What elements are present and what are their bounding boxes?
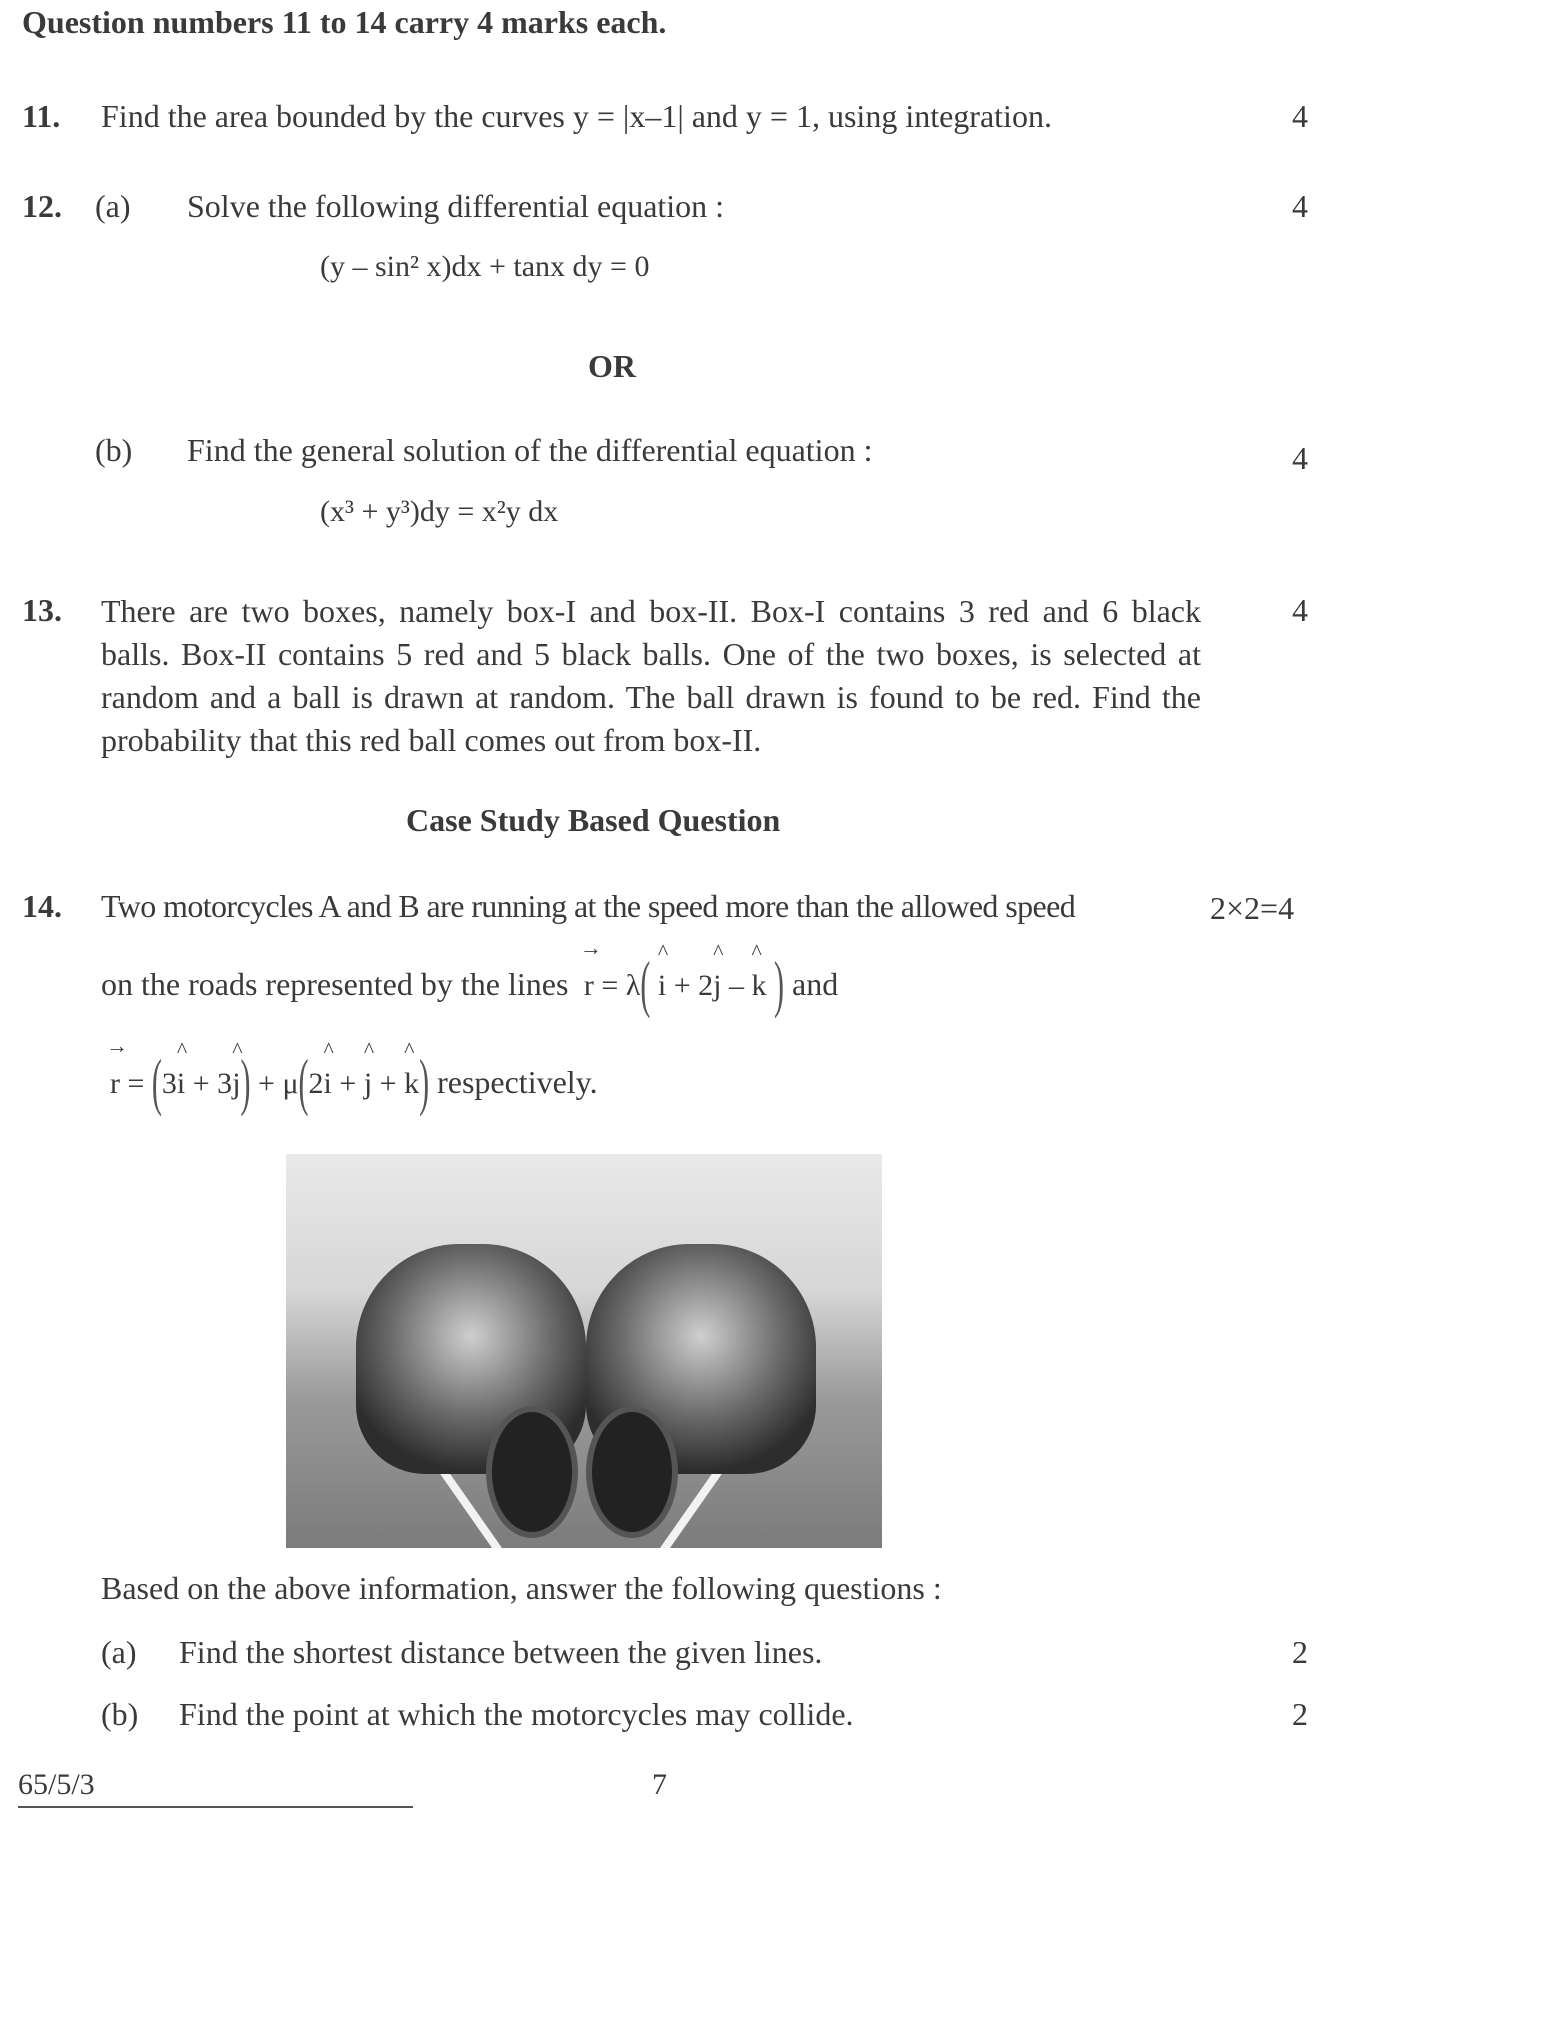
q12a-equation: (y – sin² x)dx + tanx dy = 0	[320, 250, 650, 283]
q14-line2-prefix: on the roads represented by the lines	[101, 966, 569, 1002]
q14-line3	[110, 1048, 598, 1118]
q14a-text: Find the shortest distance between the given lines.	[179, 1634, 823, 1670]
q14a-label: (a)	[101, 1634, 137, 1670]
q11-text: Find the area bounded by the curves y = |x–1| and y = 1, using integration.	[101, 98, 1052, 134]
q13-text: There are two boxes, namely box-I and box-II. Box-I contains 3 red and 6 black balls. Box-II contains 5 red and 5 black balls. One of the two boxes, is selected at random and a ball is drawn at random. The ball drawn is found to be red. Find the probability that this red ball comes out from box-II.	[101, 593, 1201, 758]
q14-number: 14.	[22, 888, 62, 924]
line-b-equation: → r = (3^ i + 3^ j) + μ(2^ i + ^ j + ^ k)	[110, 1067, 429, 1100]
q14-prompt: Based on the above information, answer the following questions :	[101, 1570, 942, 1606]
q12a-marks: 4	[1292, 188, 1308, 224]
q14-marks: 2×2=4	[1210, 890, 1295, 926]
wheel-a	[486, 1406, 578, 1538]
q14-line3-suffix: respectively.	[437, 1064, 598, 1100]
q14b-text: Find the point at which the motorcycles may collide.	[179, 1696, 854, 1732]
q12-number: 12.	[22, 188, 62, 224]
q14-line2	[101, 950, 839, 1020]
q14a-marks: 2	[1292, 1634, 1308, 1670]
footer-rule	[18, 1806, 413, 1808]
q14-line2-suffix: and	[791, 966, 839, 1002]
q12b-text: Find the general solution of the differential equation :	[187, 432, 873, 468]
q12a-label: (a)	[95, 188, 131, 224]
q14b-marks: 2	[1292, 1696, 1308, 1732]
q13-number: 13.	[22, 592, 62, 628]
line-a-equation: → r = λ( ^ i + 2^ j – ^ k )	[576, 969, 784, 1002]
q12b-marks: 4	[1292, 440, 1308, 476]
q11-number: 11.	[22, 98, 61, 134]
case-study-title: Case Study Based Question	[406, 802, 781, 838]
q14-line1: Two motorcycles A and B are running at the speed more than the allowed speed	[101, 888, 1076, 924]
section-heading: Question numbers 11 to 14 carry 4 marks each.	[22, 4, 667, 40]
q12b-label: (b)	[95, 432, 133, 468]
q14b-label: (b)	[101, 1696, 139, 1732]
motorcycles-photo	[286, 1154, 882, 1548]
q11-marks: 4	[1292, 98, 1308, 134]
wheel-b	[586, 1406, 678, 1538]
q12b-equation: (x³ + y³)dy = x²y dx	[320, 495, 559, 528]
or-separator: OR	[588, 348, 636, 384]
paper-code: 65/5/3	[18, 1768, 95, 1801]
page-number: 7	[652, 1768, 667, 1801]
q13-marks: 4	[1292, 592, 1308, 628]
q12a-text: Solve the following differential equation :	[187, 188, 725, 224]
